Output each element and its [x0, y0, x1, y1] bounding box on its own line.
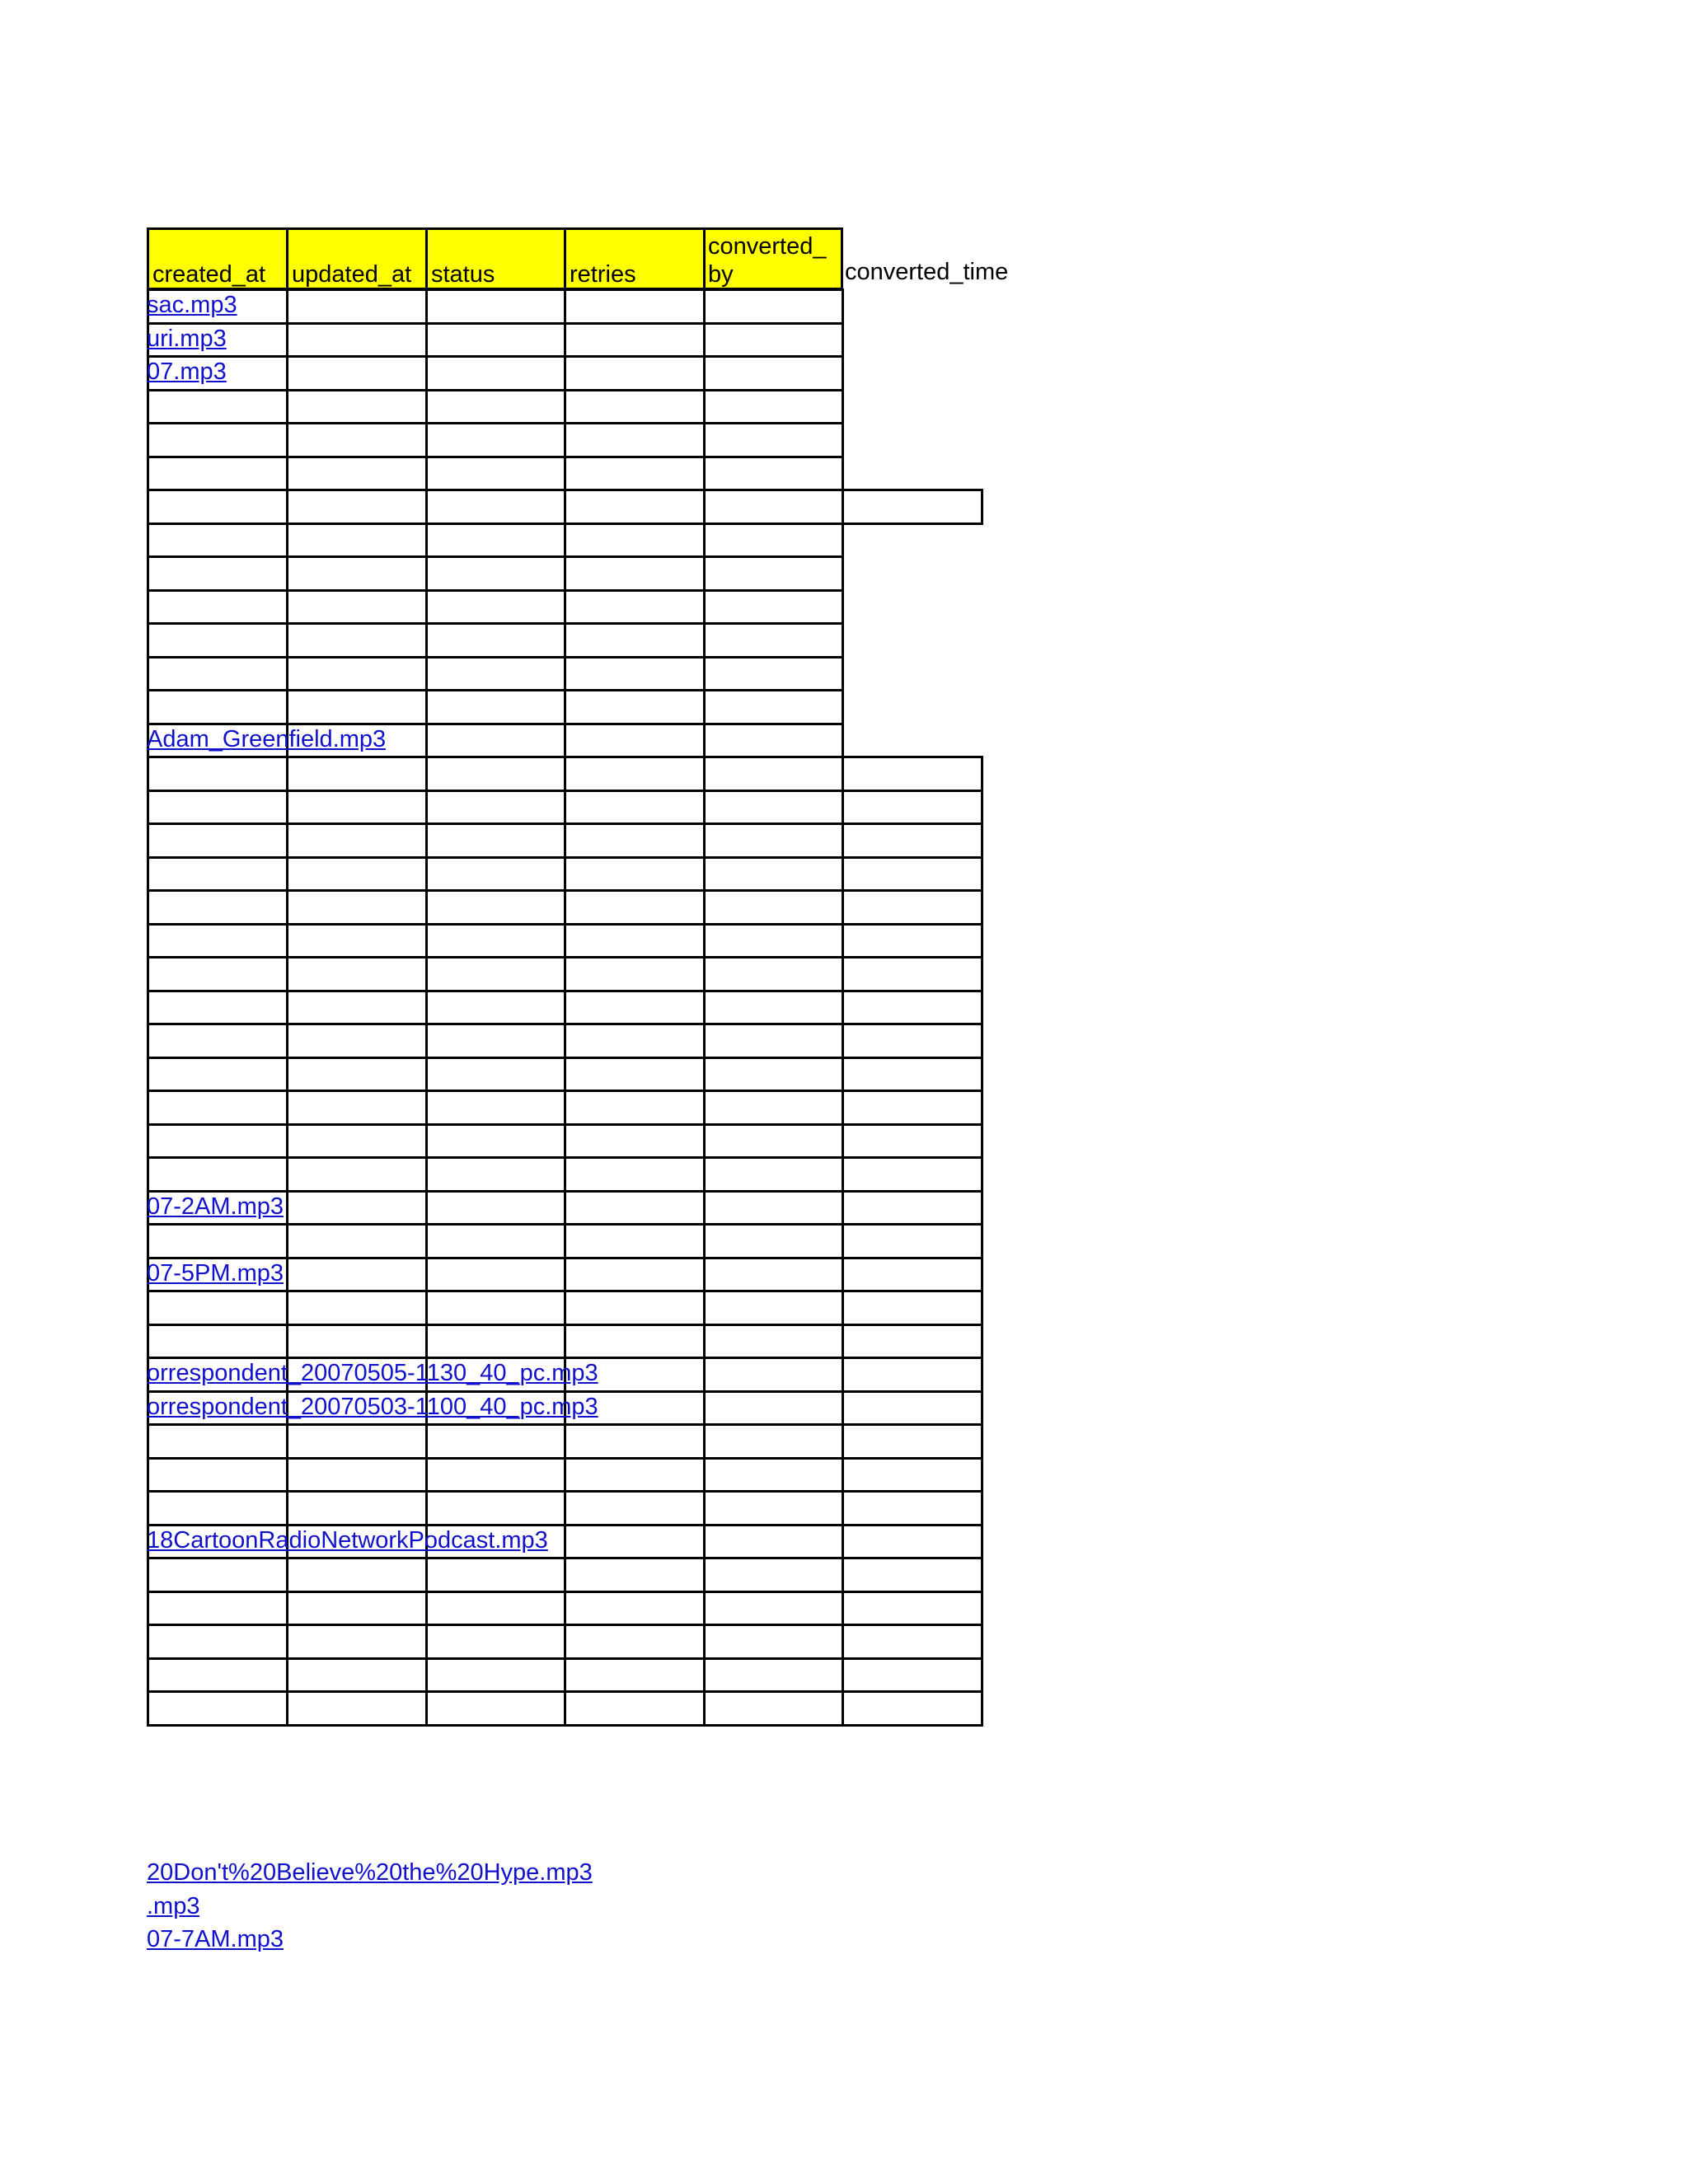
grid-line-horizontal — [147, 322, 844, 325]
header-converted-by-line2: by — [708, 261, 734, 288]
header-retries-label: retries — [570, 261, 636, 288]
file-link[interactable]: orrespondent_20070505-1130_40_pc.mp3 — [147, 1360, 598, 1386]
file-link[interactable]: Adam_Greenfield.mp3 — [147, 726, 387, 752]
header-created-at-label: created_at — [152, 261, 266, 288]
file-link[interactable]: orrespondent_20070503-1100_40_pc.mp3 — [147, 1394, 598, 1420]
grid-line-horizontal — [147, 456, 844, 458]
header-updated-at-label: updated_at — [292, 261, 412, 288]
grid-line-vertical — [703, 288, 706, 1727]
header-converted-time-label: converted_time — [845, 259, 1009, 285]
file-link[interactable]: 07-5PM.mp3 — [147, 1260, 284, 1286]
header-cell-status — [425, 227, 566, 290]
grid-line-horizontal — [147, 355, 844, 358]
grid-line-vertical — [425, 288, 428, 1727]
grid-line-horizontal — [147, 389, 844, 391]
grid-line-horizontal — [147, 656, 844, 658]
header-cell-retries — [564, 227, 706, 290]
grid-line-vertical — [981, 756, 983, 1727]
header-cell-created-at — [147, 227, 288, 290]
grid-line-vertical — [981, 489, 983, 525]
file-link[interactable]: 07-2AM.mp3 — [147, 1193, 284, 1220]
grid-line-vertical — [147, 288, 149, 1727]
grid-line-horizontal — [147, 689, 844, 691]
file-link[interactable]: 07-7AM.mp3 — [147, 1926, 284, 1952]
file-link[interactable]: 07.mp3 — [147, 359, 227, 385]
file-link[interactable]: uri.mp3 — [147, 326, 227, 352]
grid-line-horizontal — [147, 422, 844, 424]
grid-line-vertical — [286, 288, 288, 1727]
file-link[interactable]: sac.mp3 — [147, 292, 237, 318]
file-link[interactable]: 20Don't%20Believe%20the%20Hype.mp3 — [147, 1859, 593, 1886]
header-cell-converted-by — [703, 227, 843, 290]
grid-line-vertical — [842, 288, 844, 1727]
header-cell-updated-at — [286, 227, 428, 290]
header-status-label: status — [431, 261, 495, 288]
grid-line-horizontal — [147, 622, 844, 625]
grid-line-vertical — [564, 288, 566, 1727]
grid-line-horizontal — [147, 288, 844, 291]
grid-line-horizontal — [147, 589, 844, 592]
file-link[interactable]: 18CartoonRadioNetworkPodcast.mp3 — [147, 1527, 548, 1554]
header-converted-by-line1: converted_ — [708, 233, 827, 260]
file-link[interactable]: .mp3 — [147, 1893, 200, 1919]
grid-line-horizontal — [147, 555, 844, 558]
